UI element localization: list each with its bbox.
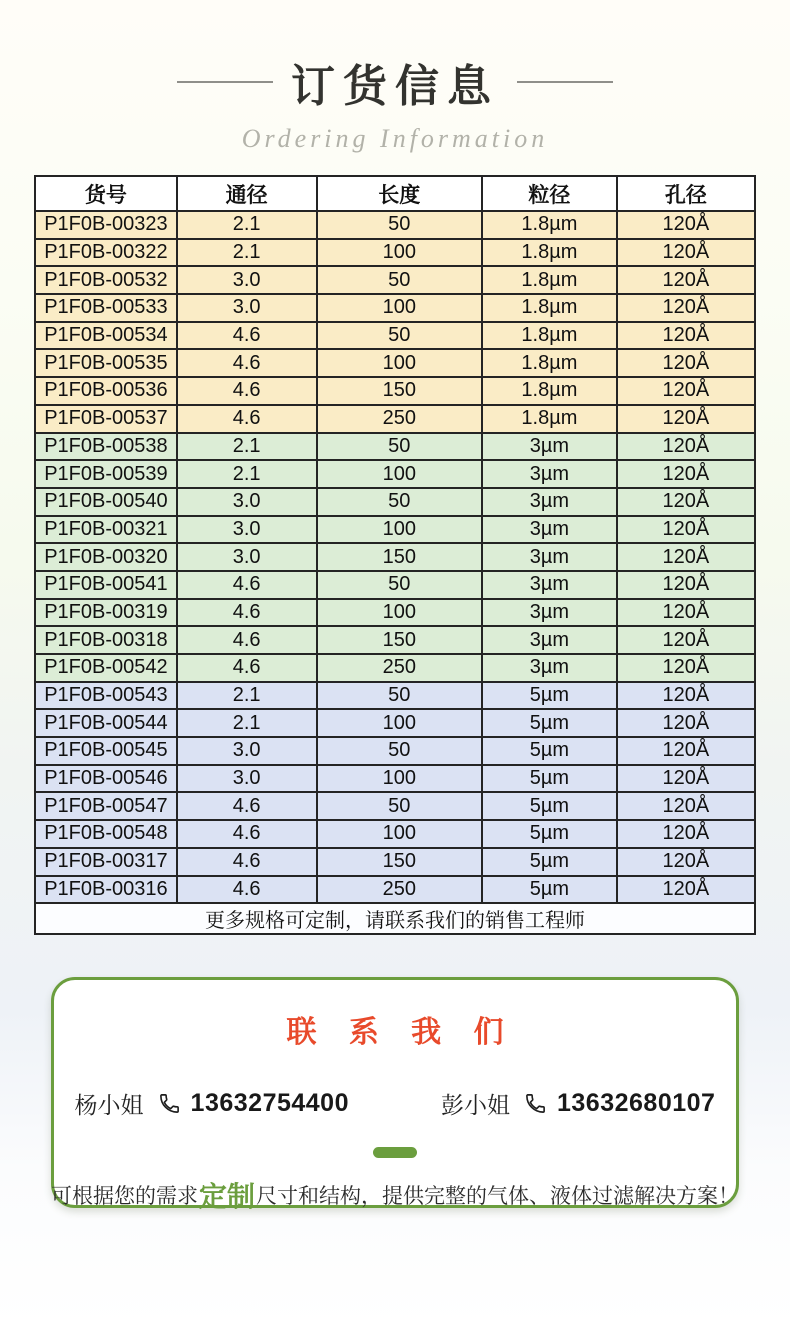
cell-particle-size: 1.8µm bbox=[482, 405, 617, 433]
phone-icon bbox=[158, 1092, 181, 1115]
divider-pill bbox=[373, 1147, 417, 1158]
cell-particle-size: 1.8µm bbox=[482, 349, 617, 377]
cell-length: 100 bbox=[317, 599, 483, 627]
table-row bbox=[35, 682, 755, 710]
cell-item-no: P1F0B-00535 bbox=[35, 349, 177, 377]
cell-particle-size: 3µm bbox=[482, 654, 617, 682]
custom-note-prefix: 可根据您的需求 bbox=[51, 1185, 198, 1209]
cell-length: 50 bbox=[317, 792, 483, 820]
table-row bbox=[35, 349, 755, 377]
cell-particle-size: 3µm bbox=[482, 433, 617, 461]
contact-name: 杨小姐 bbox=[74, 1092, 144, 1119]
cell-item-no: P1F0B-00317 bbox=[35, 848, 177, 876]
contact-card bbox=[51, 977, 740, 1213]
table-row bbox=[35, 820, 755, 848]
contact-phone: 13632754400 bbox=[190, 1089, 349, 1118]
custom-note-suffix: 尺寸和结构，提供完整的气体、液体过滤解决方案！ bbox=[256, 1185, 740, 1209]
cell-length: 50 bbox=[317, 322, 483, 350]
cell-diameter: 4.6 bbox=[177, 820, 317, 848]
cell-item-no: P1F0B-00544 bbox=[35, 709, 177, 737]
cell-item-no: P1F0B-00542 bbox=[35, 654, 177, 682]
cell-diameter: 4.6 bbox=[177, 654, 317, 682]
table-footer-row bbox=[35, 903, 755, 934]
cell-particle-size: 1.8µm bbox=[482, 377, 617, 405]
page-subtitle: Ordering Information bbox=[241, 124, 549, 153]
cell-diameter: 2.1 bbox=[177, 211, 317, 239]
cell-pore-size: 120Å bbox=[617, 349, 755, 377]
cell-pore-size: 120Å bbox=[617, 654, 755, 682]
cell-item-no: P1F0B-00537 bbox=[35, 405, 177, 433]
table-row bbox=[35, 765, 755, 793]
cell-particle-size: 5µm bbox=[482, 792, 617, 820]
table-row bbox=[35, 571, 755, 599]
cell-pore-size: 120Å bbox=[617, 266, 755, 294]
table-row bbox=[35, 460, 755, 488]
cell-pore-size: 120Å bbox=[617, 792, 755, 820]
table-row bbox=[35, 211, 755, 239]
cell-pore-size: 120Å bbox=[617, 599, 755, 627]
col-header-particle-size: 粒径 bbox=[482, 176, 617, 211]
cell-pore-size: 120Å bbox=[617, 460, 755, 488]
cell-item-no: P1F0B-00536 bbox=[35, 377, 177, 405]
cell-diameter: 2.1 bbox=[177, 239, 317, 267]
ordering-table bbox=[34, 175, 756, 935]
table-row bbox=[35, 239, 755, 267]
cell-item-no: P1F0B-00323 bbox=[35, 211, 177, 239]
table-row bbox=[35, 516, 755, 544]
cell-diameter: 3.0 bbox=[177, 543, 317, 571]
cell-length: 250 bbox=[317, 876, 483, 904]
cell-pore-size: 120Å bbox=[617, 377, 755, 405]
cell-diameter: 3.0 bbox=[177, 737, 317, 765]
cell-length: 50 bbox=[317, 571, 483, 599]
cell-item-no: P1F0B-00322 bbox=[35, 239, 177, 267]
cell-diameter: 4.6 bbox=[177, 876, 317, 904]
cell-particle-size: 5µm bbox=[482, 848, 617, 876]
cell-length: 100 bbox=[317, 516, 483, 544]
cell-particle-size: 3µm bbox=[482, 488, 617, 516]
cell-diameter: 3.0 bbox=[177, 488, 317, 516]
title-line-left bbox=[177, 81, 273, 83]
contact-title: 联 系 我 们 bbox=[286, 1016, 516, 1050]
table-row bbox=[35, 322, 755, 350]
table-row bbox=[35, 709, 755, 737]
cell-pore-size: 120Å bbox=[617, 848, 755, 876]
cell-length: 100 bbox=[317, 460, 483, 488]
contact-row bbox=[74, 1087, 716, 1120]
cell-item-no: P1F0B-00545 bbox=[35, 737, 177, 765]
cell-diameter: 2.1 bbox=[177, 682, 317, 710]
cell-diameter: 4.6 bbox=[177, 322, 317, 350]
cell-particle-size: 5µm bbox=[482, 876, 617, 904]
cell-item-no: P1F0B-00548 bbox=[35, 820, 177, 848]
cell-item-no: P1F0B-00318 bbox=[35, 626, 177, 654]
contact-name: 彭小姐 bbox=[441, 1092, 510, 1119]
cell-item-no: P1F0B-00532 bbox=[35, 266, 177, 294]
page-title: 订货信息 bbox=[291, 62, 499, 111]
table-row bbox=[35, 626, 755, 654]
col-header-diameter: 通径 bbox=[177, 176, 317, 211]
cell-diameter: 2.1 bbox=[177, 460, 317, 488]
cell-particle-size: 3µm bbox=[482, 599, 617, 627]
col-header-length: 长度 bbox=[317, 176, 483, 211]
cell-length: 50 bbox=[317, 682, 483, 710]
cell-pore-size: 120Å bbox=[617, 737, 755, 765]
table-row bbox=[35, 405, 755, 433]
cell-diameter: 4.6 bbox=[177, 848, 317, 876]
contact-entry bbox=[75, 1087, 349, 1120]
cell-length: 50 bbox=[317, 433, 483, 461]
custom-note-highlight: 定制 bbox=[199, 1181, 256, 1213]
contact-phone: 13632680107 bbox=[557, 1089, 716, 1118]
cell-pore-size: 120Å bbox=[617, 433, 755, 461]
cell-length: 150 bbox=[317, 543, 483, 571]
cell-length: 50 bbox=[317, 211, 483, 239]
table-footer-note: 更多规格可定制，请联系我们的销售工程师 bbox=[35, 903, 755, 934]
cell-pore-size: 120Å bbox=[617, 322, 755, 350]
cell-diameter: 4.6 bbox=[177, 377, 317, 405]
cell-particle-size: 3µm bbox=[482, 516, 617, 544]
cell-pore-size: 120Å bbox=[617, 488, 755, 516]
cell-diameter: 4.6 bbox=[177, 405, 317, 433]
cell-pore-size: 120Å bbox=[617, 571, 755, 599]
table-row bbox=[35, 737, 755, 765]
table-row bbox=[35, 654, 755, 682]
contact-entry bbox=[441, 1087, 715, 1120]
cell-pore-size: 120Å bbox=[617, 626, 755, 654]
cell-item-no: P1F0B-00316 bbox=[35, 876, 177, 904]
col-header-item-no: 货号 bbox=[35, 176, 177, 211]
cell-length: 50 bbox=[317, 266, 483, 294]
cell-length: 100 bbox=[317, 820, 483, 848]
cell-diameter: 4.6 bbox=[177, 792, 317, 820]
cell-item-no: P1F0B-00534 bbox=[35, 322, 177, 350]
table-row bbox=[35, 848, 755, 876]
cell-item-no: P1F0B-00319 bbox=[35, 599, 177, 627]
cell-pore-size: 120Å bbox=[617, 405, 755, 433]
cell-particle-size: 5µm bbox=[482, 820, 617, 848]
title-line-right bbox=[517, 81, 613, 83]
cell-item-no: P1F0B-00547 bbox=[35, 792, 177, 820]
cell-particle-size: 1.8µm bbox=[482, 239, 617, 267]
table-row bbox=[35, 266, 755, 294]
cell-diameter: 3.0 bbox=[177, 266, 317, 294]
cell-pore-size: 120Å bbox=[617, 294, 755, 322]
cell-length: 100 bbox=[317, 709, 483, 737]
cell-particle-size: 5µm bbox=[482, 737, 617, 765]
cell-diameter: 4.6 bbox=[177, 599, 317, 627]
cell-diameter: 2.1 bbox=[177, 709, 317, 737]
cell-item-no: P1F0B-00541 bbox=[35, 571, 177, 599]
table-row bbox=[35, 543, 755, 571]
cell-particle-size: 5µm bbox=[482, 765, 617, 793]
cell-length: 150 bbox=[317, 626, 483, 654]
cell-item-no: P1F0B-00538 bbox=[35, 433, 177, 461]
table-row bbox=[35, 377, 755, 405]
phone-icon bbox=[524, 1092, 547, 1115]
cell-diameter: 4.6 bbox=[177, 626, 317, 654]
cell-item-no: P1F0B-00543 bbox=[35, 682, 177, 710]
cell-pore-size: 120Å bbox=[617, 516, 755, 544]
cell-item-no: P1F0B-00539 bbox=[35, 460, 177, 488]
cell-particle-size: 5µm bbox=[482, 709, 617, 737]
table-row bbox=[35, 792, 755, 820]
table-header-row bbox=[35, 176, 755, 211]
cell-diameter: 2.1 bbox=[177, 433, 317, 461]
cell-item-no: P1F0B-00546 bbox=[35, 765, 177, 793]
cell-particle-size: 3µm bbox=[482, 460, 617, 488]
cell-pore-size: 120Å bbox=[617, 682, 755, 710]
cell-diameter: 3.0 bbox=[177, 765, 317, 793]
cell-length: 100 bbox=[317, 765, 483, 793]
cell-particle-size: 1.8µm bbox=[482, 266, 617, 294]
cell-particle-size: 5µm bbox=[482, 682, 617, 710]
cell-particle-size: 3µm bbox=[482, 543, 617, 571]
cell-length: 150 bbox=[317, 848, 483, 876]
cell-item-no: P1F0B-00320 bbox=[35, 543, 177, 571]
table-row bbox=[35, 876, 755, 904]
custom-note bbox=[51, 1175, 740, 1215]
cell-diameter: 3.0 bbox=[177, 294, 317, 322]
table-row bbox=[35, 294, 755, 322]
cell-item-no: P1F0B-00321 bbox=[35, 516, 177, 544]
col-header-pore-size: 孔径 bbox=[617, 176, 755, 211]
cell-length: 100 bbox=[317, 239, 483, 267]
cell-particle-size: 1.8µm bbox=[482, 211, 617, 239]
cell-particle-size: 1.8µm bbox=[482, 322, 617, 350]
cell-item-no: P1F0B-00533 bbox=[35, 294, 177, 322]
table-row bbox=[35, 488, 755, 516]
cell-length: 150 bbox=[317, 377, 483, 405]
cell-pore-size: 120Å bbox=[617, 820, 755, 848]
cell-diameter: 4.6 bbox=[177, 571, 317, 599]
cell-particle-size: 1.8µm bbox=[482, 294, 617, 322]
cell-length: 250 bbox=[317, 405, 483, 433]
cell-length: 100 bbox=[317, 349, 483, 377]
cell-length: 50 bbox=[317, 488, 483, 516]
cell-diameter: 4.6 bbox=[177, 349, 317, 377]
cell-pore-size: 120Å bbox=[617, 211, 755, 239]
cell-pore-size: 120Å bbox=[617, 239, 755, 267]
cell-pore-size: 120Å bbox=[617, 709, 755, 737]
cell-diameter: 3.0 bbox=[177, 516, 317, 544]
cell-particle-size: 3µm bbox=[482, 626, 617, 654]
cell-length: 250 bbox=[317, 654, 483, 682]
table-row bbox=[35, 433, 755, 461]
cell-pore-size: 120Å bbox=[617, 543, 755, 571]
cell-pore-size: 120Å bbox=[617, 876, 755, 904]
cell-particle-size: 3µm bbox=[482, 571, 617, 599]
page-header bbox=[0, 0, 790, 154]
table-row bbox=[35, 599, 755, 627]
cell-length: 50 bbox=[317, 737, 483, 765]
cell-length: 100 bbox=[317, 294, 483, 322]
cell-pore-size: 120Å bbox=[617, 765, 755, 793]
cell-item-no: P1F0B-00540 bbox=[35, 488, 177, 516]
